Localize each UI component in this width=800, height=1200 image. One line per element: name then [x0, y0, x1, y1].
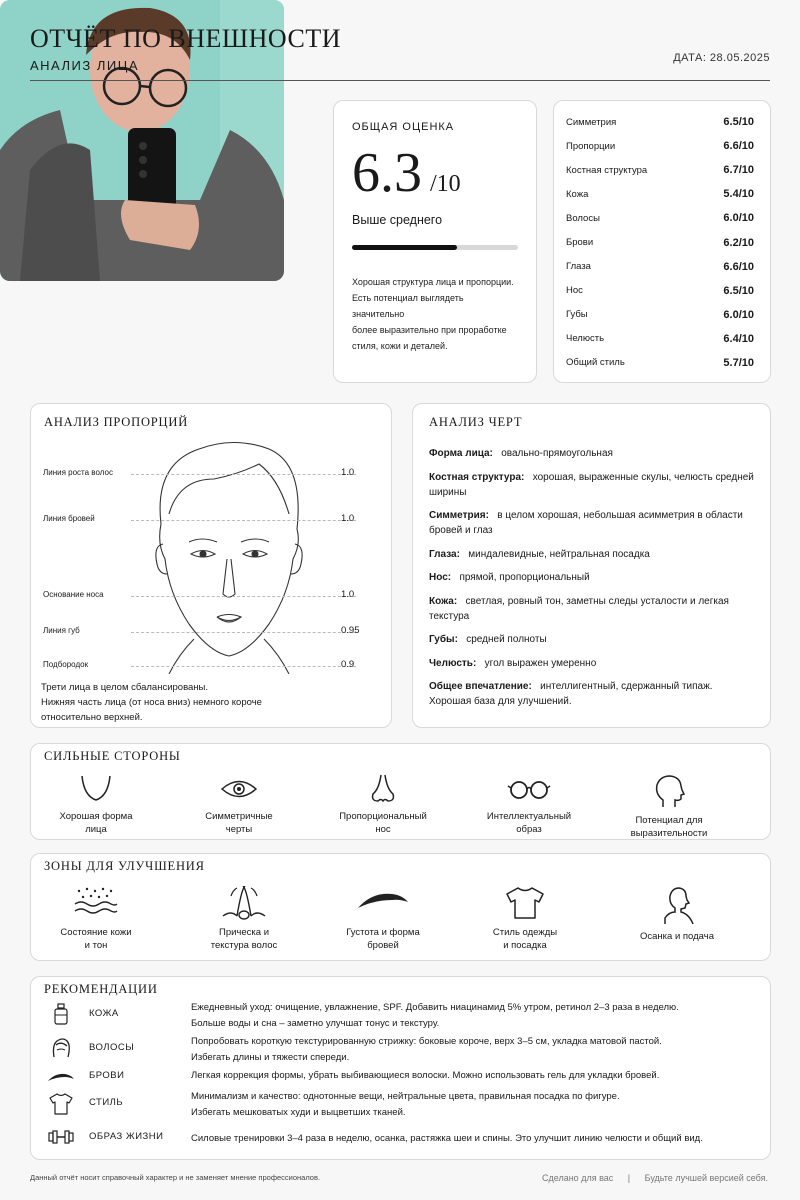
proportions-note: [41, 680, 262, 725]
eyebrow-icon: [356, 886, 410, 920]
recommendation-text: Минимализм и качество: однотонные вещи, нейтральные цвета, правильная посадка по фигуре.: [191, 1091, 620, 1102]
strengths-card: [30, 743, 771, 840]
report-title: ОТЧЁТ ПО ВНЕШНОСТИ: [30, 24, 341, 53]
eyebrow-icon: [47, 1071, 75, 1083]
overall-progress-fill: [352, 245, 457, 250]
score-row: [566, 327, 754, 351]
feature-label: Глаза:: [429, 548, 460, 560]
header-divider: [30, 80, 770, 81]
dumbbell-icon: [47, 1129, 75, 1145]
score-value: 6.0/10: [723, 308, 754, 321]
proportions-note-line: относительно верхней.: [41, 712, 143, 723]
overall-score-card: [333, 100, 537, 383]
report-header: [30, 24, 770, 73]
feature-item: [429, 594, 754, 624]
proportion-ratio-value: 1.0: [341, 589, 355, 600]
feature-label: Форма лица:: [429, 448, 493, 459]
footer-made-for: Сделано для вас: [542, 1173, 614, 1183]
score-value: 6.5/10: [723, 116, 754, 129]
feature-item: [429, 570, 754, 585]
score-name: Губы: [566, 309, 588, 321]
strength-label: Пропорциональный: [339, 811, 427, 822]
overall-score-max: /10: [430, 171, 461, 197]
score-name: Кожа: [566, 188, 589, 200]
nose-icon: [363, 774, 403, 804]
strength-item: [604, 774, 734, 840]
zone-label: Осанка и подача: [640, 931, 714, 942]
overall-description: [352, 274, 518, 354]
feature-label: Костная структура:: [429, 471, 525, 483]
feature-text: хорошая, выраженные скулы, челюсть средней ширины: [429, 471, 754, 498]
zone-label: Прическа и: [219, 927, 269, 938]
hair-follicle-icon: [221, 886, 267, 920]
proportion-line-label: Линия губ: [43, 626, 80, 635]
score-name: Пропорции: [566, 140, 616, 152]
recommendation-name: СТИЛЬ: [89, 1097, 124, 1108]
zone-label: текстура волос: [210, 940, 278, 951]
score-name: Волосы: [566, 212, 600, 224]
strength-item: [464, 774, 594, 836]
recommendation-text: Больше воды и сна – заметно улучшат тонус и текстуру.: [191, 1018, 440, 1029]
score-name: Общий стиль: [566, 357, 625, 369]
tshirt-icon: [505, 886, 545, 920]
face-outline-illustration: [139, 434, 319, 674]
footer: [30, 1173, 768, 1182]
feature-text: светлая, ровный тон, заметны следы усталости и легкая текстура: [429, 595, 729, 622]
score-name: Симметрия: [566, 116, 617, 128]
proportions-title: АНАЛИЗ ПРОПОРЦИЙ: [44, 415, 189, 429]
overall-description-line: Есть потенциал выглядеть значительно: [352, 293, 464, 319]
overall-description-line: более выразительно при проработке: [352, 325, 507, 335]
feature-label: Общее впечатление:: [429, 681, 532, 692]
recommendation-text: Легкая коррекция формы, убрать выбивающиеся волоски. Можно использовать гель для укладки бровей.: [191, 1070, 660, 1081]
score-row: [566, 206, 754, 230]
proportion-line-label: Подбородок: [43, 660, 89, 669]
proportion-ratio-value: 1.0: [341, 513, 355, 524]
recommendations-card: [30, 976, 771, 1160]
tshirt-icon: [49, 1093, 73, 1115]
strength-item: [174, 774, 304, 836]
recommendation-name: ВОЛОСЫ: [89, 1042, 135, 1053]
strength-label: черты: [225, 824, 253, 835]
proportions-note-line: Трети лица в целом сбалансированы.: [41, 682, 209, 693]
score-value: 6.6/10: [723, 260, 754, 273]
recommendation-text: Силовые тренировки 3–4 раза в неделю, осанка, растяжка шеи и спины. Это улучшит линию челюсти и общий вид.: [191, 1133, 703, 1144]
strength-label: Симметричные: [205, 811, 273, 822]
footer-slogan: Будьте лучшей версией себя.: [644, 1173, 768, 1183]
footer-disclaimer: Данный отчёт носит справочный характер и не заменяет мнение профессионалов.: [30, 1173, 321, 1182]
recommendation-text: Избегать мешковатых худи и выцветших тканей.: [191, 1107, 406, 1118]
zone-item: [179, 886, 309, 952]
strength-label: Потенциал для: [635, 815, 703, 826]
proportion-guide-line: [131, 632, 356, 633]
feature-text: средней полноты: [466, 634, 547, 645]
strength-label: нос: [375, 824, 391, 835]
score-name: Нос: [566, 285, 583, 297]
recommendation-name: КОЖА: [89, 1008, 119, 1019]
glasses-icon: [507, 774, 551, 804]
recommendation-name: БРОВИ: [89, 1070, 125, 1081]
score-value: 6.6/10: [723, 140, 754, 153]
overall-verdict: Выше среднего: [352, 213, 443, 227]
feature-item: [429, 470, 754, 500]
proportion-ratio-value: 0.95: [341, 625, 360, 636]
score-value: 6.2/10: [723, 236, 754, 249]
strength-label: выразительности: [630, 828, 708, 839]
zone-label: Стиль одежды: [492, 927, 558, 938]
jaw-icon: [76, 774, 116, 804]
bottle-icon: [53, 1003, 69, 1025]
feature-text: миндалевидные, нейтральная посадка: [468, 548, 650, 560]
recommendation-text: Избегать длины и тяжести спереди.: [191, 1052, 350, 1063]
score-value: 6.4/10: [723, 332, 754, 345]
proportion-line-label: Основание носа: [43, 590, 104, 599]
score-row: [566, 351, 754, 375]
score-name: Брови: [566, 237, 594, 249]
proportion-ratio-value: 1.0: [341, 467, 355, 478]
feature-label: Челюсть:: [429, 657, 477, 669]
zone-item: [318, 886, 448, 952]
recommendation-text: Ежедневный уход: очищение, увлажнение, SPF. Добавить ниацинамид 5% утром, ретинол 2–3 раза в неделю.: [191, 1002, 679, 1013]
score-row: [566, 255, 754, 279]
overall-score-value: 6.3: [352, 142, 422, 204]
strength-label: лица: [85, 824, 107, 835]
feature-item: [429, 679, 754, 709]
improvement-zones-card: [30, 853, 771, 961]
zone-item: [31, 886, 161, 952]
feature-label: Симметрия:: [429, 510, 489, 521]
recommendation-text: Попробовать короткую текстурированную стрижку: боковые короче, верх 3–5 см, укладка матовой пастой.: [191, 1036, 662, 1047]
proportion-line-label: Линия бровей: [43, 514, 95, 523]
proportion-ratio-value: 0.9: [341, 659, 355, 670]
features-card: [412, 403, 771, 728]
score-value: 6.5/10: [723, 284, 754, 297]
score-row: [566, 279, 754, 303]
head-profile-icon: [649, 774, 689, 808]
proportion-line-label: Линия роста волос: [43, 468, 113, 477]
score-row: [566, 158, 754, 182]
overall-description-line: стиля, кожи и деталей.: [352, 341, 448, 351]
zone-item: [612, 884, 742, 943]
zone-label: Густота и форма: [346, 927, 420, 938]
strength-label: Хорошая форма: [59, 811, 133, 822]
feature-label: Нос:: [429, 572, 452, 583]
footer-separator: |: [627, 1173, 631, 1183]
score-name: Костная структура: [566, 164, 648, 176]
proportion-guide-line: [131, 520, 356, 521]
overall-label: ОБЩАЯ ОЦЕНКА: [352, 121, 455, 133]
report-date: ДАТА: 28.05.2025: [673, 52, 770, 64]
skin-icon: [73, 886, 119, 920]
report-subtitle: АНАЛИЗ ЛИЦА: [30, 58, 140, 73]
zones-title: ЗОНЫ ДЛЯ УЛУЧШЕНИЯ: [44, 859, 205, 873]
score-value: 5.4/10: [723, 188, 754, 201]
feature-item: [429, 508, 754, 538]
score-row: [566, 110, 754, 134]
score-row: [566, 230, 754, 254]
zone-label: бровей: [367, 940, 399, 951]
feature-text: угол выражен умеренно: [484, 657, 597, 669]
proportion-guide-line: [131, 474, 356, 475]
feature-text: в целом хорошая, небольшая асимметрия в области бровей и глаз: [429, 510, 743, 536]
feature-text: прямой, пропорциональный: [459, 572, 590, 583]
score-row: [566, 303, 754, 327]
feature-text: овально-прямоугольная: [501, 448, 613, 459]
proportions-note-line: Нижняя часть лица (от носа вниз) немного короче: [41, 697, 262, 708]
score-name: Глаза: [566, 261, 591, 273]
hair-icon: [51, 1037, 71, 1059]
strength-label: образ: [516, 824, 542, 835]
feature-item: [429, 656, 754, 671]
feature-item: [429, 446, 754, 461]
posture-icon: [657, 884, 697, 924]
score-value: 6.0/10: [723, 212, 754, 225]
zone-item: [460, 886, 590, 952]
score-row: [566, 182, 754, 206]
score-value: 6.7/10: [723, 164, 754, 177]
proportions-card: [30, 403, 392, 728]
feature-item: [429, 632, 754, 647]
proportion-guide-line: [131, 666, 356, 667]
feature-label: Губы:: [429, 634, 458, 645]
zone-label: и тон: [84, 940, 108, 951]
eye-icon: [219, 774, 259, 804]
score-row: [566, 134, 754, 158]
feature-label: Кожа:: [429, 595, 458, 607]
recommendation-name: ОБРАЗ ЖИЗНИ: [89, 1131, 164, 1142]
strengths-title: СИЛЬНЫЕ СТОРОНЫ: [44, 749, 181, 763]
strength-item: [318, 774, 448, 836]
features-title: АНАЛИЗ ЧЕРТ: [429, 415, 523, 429]
zone-label: Состояние кожи: [60, 927, 132, 938]
feature-text: интеллигентный, сдержанный типаж. Хорошая база для улучшений.: [429, 681, 713, 707]
zone-label: и посадка: [503, 940, 547, 951]
feature-item: [429, 547, 754, 562]
overall-description-line: Хорошая структура лица и пропорции.: [352, 277, 514, 287]
strength-label: Интеллектуальный: [486, 811, 572, 822]
scores-card: [553, 100, 771, 383]
recommendations-title: РЕКОМЕНДАЦИИ: [44, 982, 158, 996]
proportion-guide-line: [131, 596, 356, 597]
score-name: Челюсть: [566, 333, 605, 345]
strength-item: [31, 774, 161, 836]
overall-progress-bar: [352, 245, 518, 250]
score-value: 5.7/10: [723, 356, 754, 369]
